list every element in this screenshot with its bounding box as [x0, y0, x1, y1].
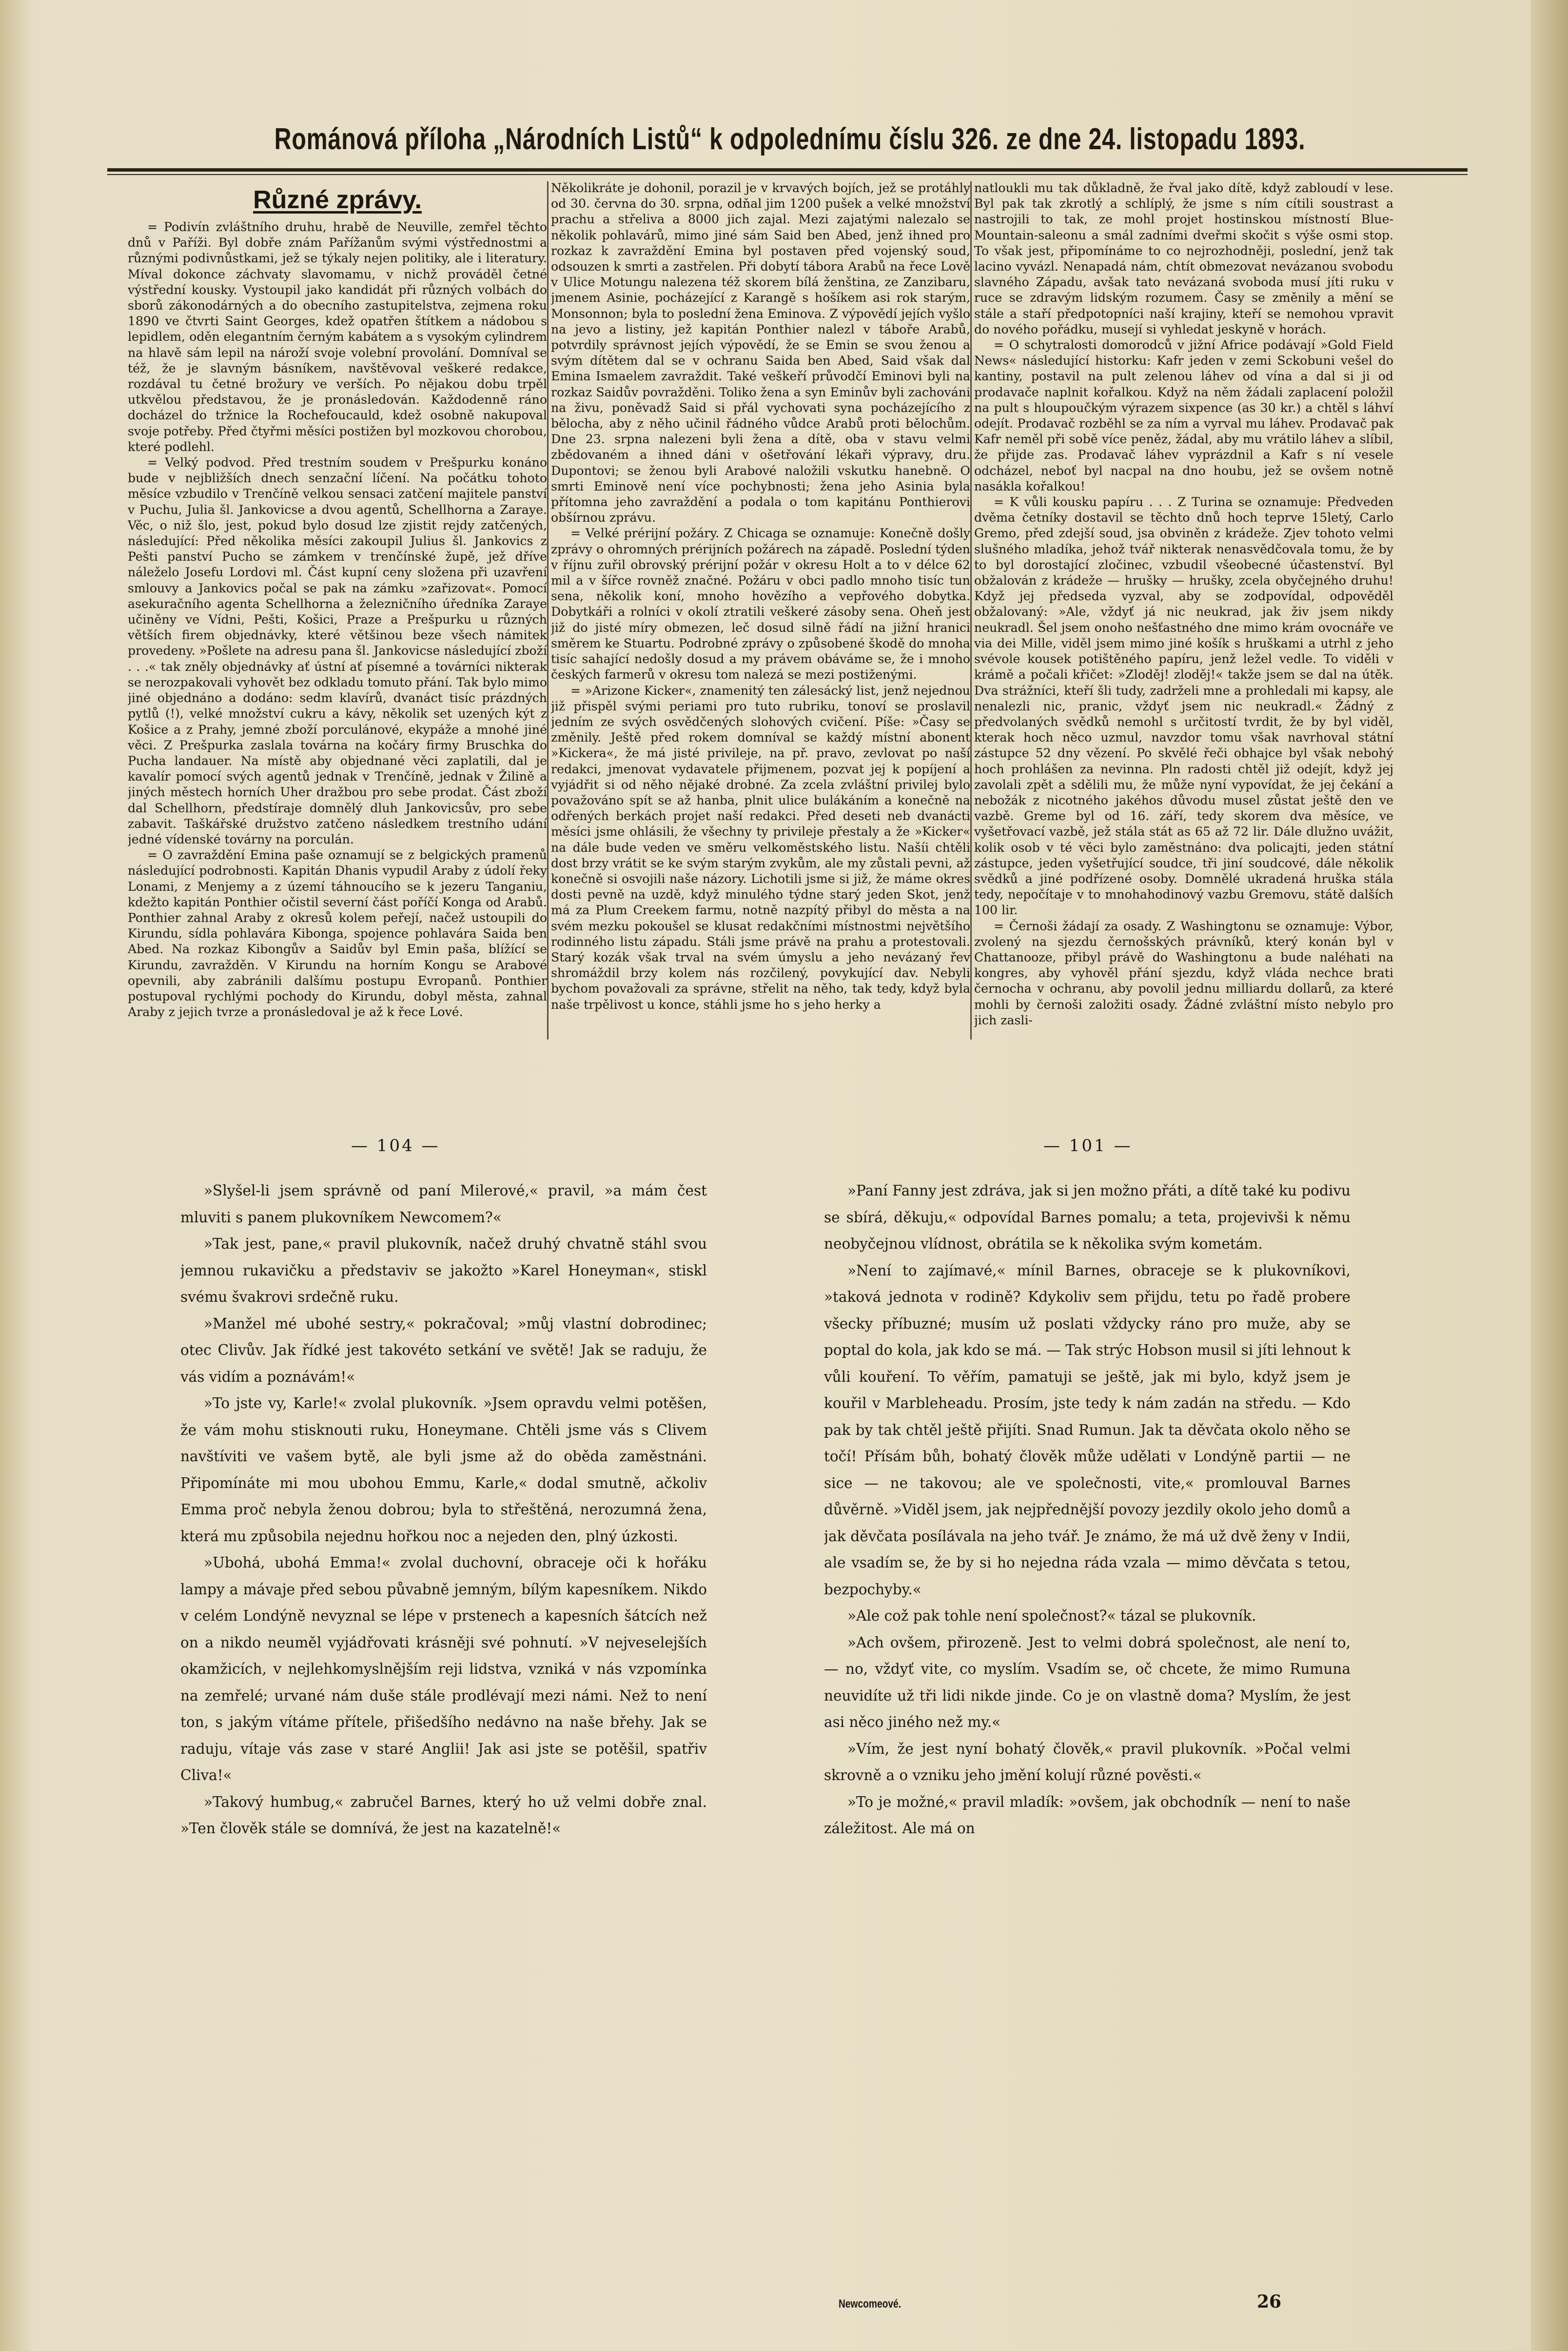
novel-paragraph: »Tak jest, pane,« pravil plukovník, načež druhý chvatně stáhl svou jemnou rukavičku a představiv se jakožto »Karel Honeyman«, stiskl svému švakrovi srdečně ruku. — [180, 1235, 707, 1305]
novel-page-right — [824, 1177, 1351, 2299]
header-rule-thick — [107, 168, 1468, 172]
column-divider — [970, 181, 972, 1039]
newspaper-header: Románová příloha „Národních Listů“ k odpolednímu číslu 326. ze dne 24. listopadu 1893. — [274, 122, 1306, 156]
news-item: Několikráte je dohonil, porazil je v krvavých bojích, jež se protáhly od 30. června do 30. srpna, odňal jim 1200 pušek a velké množství prachu a střeliva a 8000 jich zajal. Mezi zajatými nalezalo se několik pohlavárů, mimo jiné sám Said ben Abed, jenž ihned pro rozkaz k zavraždění Emina byl postaven před vojenský soud, odsouzen k smrti a zastřelen. Při dobytí tábora Arabů na řece Lově v Ulice Motungu nalezena též skorem bílá ženština, ze Zanzibaru, jmenem Asinie, pocházející z Karangě s hošíkem asi rok starým, Monsonnon; byla to poslední žena Eminova. Z výpovědí jejích vyšlo na jevo a listiny, jež kapitán Ponthier nalezl v táboře Arabů, potvrdily správnost jejích výpovědí, že se Emin se svou ženou a svým dítětem dal se v ochranu Saida ben Abed, Said však dal Emina Ismaelem zavraždit. Také veškeří průvodčí Eminovi byli na rozkaz Saidův povražděni. Toliko žena a syn Eminův byli zachováni na živu, poněvadž Said si přál vychovati syna pocházejícího z bělocha, aby z něho učinil řádného vůdce Arabů proti bělochům. Dne 23. srpna nalezeni byli žena a dítě, oba v stavu velmi zbědovaném a ihned dáni v ošetřování lékaři výpravy, dru. Dupontovi; se ženou byli Arabové naložili vskutku hanebně. O smrti Eminově není více pochybnosti; žena jeho Asinia byla přítomna jeho zavraždění a podala o tom kapitánu Ponthierovi obšírnou zprávu. — [551, 181, 970, 525]
news-column-3 — [974, 180, 1393, 1048]
novel-paragraph: »Ubohá, ubohá Emma!« zvolal duchovní, obraceje oči k hořáku lampy a mávaje před sebou půvabně jemným, bílým kapesníkem. Nikdo v celém Londýně nevyznal se lépe v prstenech a kapesních šátcích než on a nikdo neuměl vyjádřovati krásněji své pohnutí. »V nejveselejších okamžicích, v nejlehkomyslnějším reji lidstva, vzniká v nás vzpomínka na zemřelé; urvané nám duše stále prodlévají mezi námi. Než to není ton, s jakým vítáme přítele, přišedšího nedávno na naše břehy. Jak se raduju, vítaje vás zase v staré Anglii! Jak asi jste se potěšil, spatřiv Cliva!« — [180, 1554, 707, 1783]
news-item: = Podivín zvláštního druhu, hrabě de Neuville, zemřel těchto dnů v Paříži. Byl dobře znám Pařížanům svými výstřednostmi a různými podivnůstkami, jež se týkaly nejen politiky, ale i literatury. Míval dokonce záchvaty slavomamu, v nichž prováděl četné výstřední kousky. Vystoupil jako kandidát při různých volbách do sborů zákonodárných a do obecního zastupitelstva, zejmena roku 1890 ve čtvrti Saint Georges, kdež opatřen štítkem a nádobou s lepidlem, oděn elegantním černým kabátem a s vysokým cylindrem na hlavě sám lepil na nároží svoje volební provolání. Domníval se též, že je slavným básníkem, navštěvoval veškeré redakce, rozdával tu četné brožury ve verších. Po nějakou dobu trpěl utkvělou představou, že je pronásledován. Každodenně ráno docházel do tržnice la Rochefoucauld, kdež osobně nakupoval svoje potřeby. Před čtyřmi měsíci postižen byl mozkovou chorobou, které podlehl. — [128, 220, 547, 454]
news-column-2 — [551, 180, 970, 1048]
novel-paragraph: »Vím, že jest nyní bohatý člověk,« pravil plukovník. »Počal velmi skrovně a o vzniku jeho jmění kolují různé pověsti.« — [824, 1740, 1351, 1783]
novel-paragraph: »Slyšel-li jsem správně od paní Milerové,« pravil, »a mám čest mluviti s panem plukovníkem Newcomem?« — [180, 1182, 707, 1226]
news-item: = Černoši žádají za osady. Z Washingtonu se oznamuje: Výbor, zvolený na sjezdu černošských právníků, který konán byl v Chattanooze, přibyl právě do Washingtonu a bude naléhati na kongres, aby vyhověl přání sjezdu, když vláda nechce brati černocha v ochranu, aby povolil jednu milliardu dollarů, za které mohli by černoši založiti osady. Žádné zvláštní místo nebylo pro jich zasli- — [974, 919, 1393, 1027]
novel-paragraph: »Takový humbug,« zabručel Barnes, který ho už velmi dobře znal. »Ten člověk stále se domnívá, že jest na kazatelně!« — [180, 1793, 707, 1837]
novel-paragraph: »To jste vy, Karle!« zvolal plukovník. »Jsem opravdu velmi potěšen, že vám mohu stisknouti ruku, Honeymane. Chtěli jsme vás s Clivem navštíviti ve vašem bytě, ale byli jsme až do oběda zaměstnáni. Připomínáte mi mou ubohou Emmu, Karle,« dodal smutně, ačkoliv Emma proč nebyla ženou dobrou; byla to střeštěná, nerozumná žena, která mu způsobila nejednu hořkou noc a nejeden den, plný úzkosti. — [180, 1395, 707, 1545]
news-item: natloukli mu tak důkladně, že řval jako dítě, když zabloudí v lese. Byl pak tak zkrotlý a schlíplý, že jsme s ním cítili soustrast a nastrojili to tak, ze mohl projet hostinskou místností Blue-Mountain-saleonu a smál zadními dveřmi skočit s výše osmi stop. To však jest, připomínáme to co nejrozhodněji, poslední, jenž tak lacino vyvázl. Nenapadá nám, chtít obmezovat nevázanou svobodu slavného Západu, avšak tato nevázaná svoboda musí jíti ruku v ruce se zdravým lidským rozumem. Časy se změnily a mění se stále a staří předpotopníci naší krajiny, kteří se nemohou vpravit do nového pořádku, musejí si vyhledat jeskyně v horách. — [974, 181, 1393, 336]
novel-paragraph: »Není to zajímavé,« mínil Barnes, obraceje se k plukovníkovi, »taková jednota v rodině? Kdykoliv sem přijdu, tetu po řadě probere všecky příbuzné; musím už poslati vždycky ráno pro muže, aby se poptal do kola, jak kdo se má. — Tak strýc Hobson musil si jíti lehnout k vůli kouření. To věřím, pamatuji se ještě, jak mi bylo, když jsem je kouřil v Marbleheadu. Prosím, jste tedy k nám zadán na středu. — Kdo pak by tak chtěl ještě přijíti. Snad Rumun. Jak ta děvčata okolo něho se točí! Přísám bůh, bohatý člověk může udělati v Londýně partii — ne sice — ne takovou; ale ve společnosti, vite,« promlouval Barnes důvěrně. »Viděl jsem, jak nejpřednější povozy jezdily okolo jeho domů a jak děvčata posílávala na jeho tvář. Je známo, že má už dvě ženy v Indii, ale vsadím se, že by si ho nejedna ráda vzala — mimo děvčata s tetou, bezpochyby.« — [824, 1262, 1351, 1598]
footer-signature: Newcomeové. — [839, 2297, 902, 2311]
novel-page-number-right: — 101 — — [1043, 1136, 1133, 1156]
news-item: = O schytralosti domorodců v jižní Africe podávají »Gold Field News« následující historku: Kafr jeden v zemi Sckobuni vešel do kantiny, postavil na pult zelenou láhev od vína a dal si ji od prodavače naplnit kořalkou. Když na něm žádali zaplacení položil na pult s hloupoučkým výrazem sixpence (as 30 kr.) a chtěl s láhví odejít. Prodavač rozběhl se za ním a vyrval mu láhev. Prodavač pak Kafr neměl při sobě více peněz, žádal, aby mu vrátilo láhev a slíbil, že přijde zas. Prodavač láhev vyprázdnil a Kafr s ní vesele odcházel, neboť byl nacpal na dno houbu, jež se ovšem notně nasákla kořalkou! — [974, 338, 1393, 493]
novel-paragraph: »Manžel mé ubohé sestry,« pokračoval; »můj vlastní dobrodinec; otec Clivův. Jak řídké jest takovéto setkání ve světě! Jak se raduju, že vás vidím a poznávám!« — [180, 1315, 707, 1385]
news-item: = O zavraždění Emina paše oznamují se z belgických pramenů následující podrobnosti. Kapitán Dhanis vypudil Araby z údolí řeky Lonami, z Menjemy a z území táhnoucího se k jezeru Tanganiu, kdežto kapitán Ponthier očistil severní část poříčí Konga od Arabů. Ponthier zahnal Araby z okresů kolem peřejí, načež ustoupili do Kirundu, sídla pohlavára Kibonga, spojence pohlavára Saida ben Abed. Na rozkaz Kibongův a Saidův byl Emin paša, blížící se Kirundu, zavražděn. V Kirundu na horním Kongu se Arabové opevnili, aby zabránili dalšímu postupu Evropanů. Ponthier postupoval rychlými pochody do Kirundu, dobyl města, zahnal Araby z jejich tvrze a pronásledoval je až k řece Lové. — [128, 848, 547, 1019]
section-title: Různé zprávy. — [253, 186, 422, 214]
footer-sheet-number: 26 — [1257, 2292, 1282, 2312]
novel-paragraph: »Paní Fanny jest zdráva, jak si jen možno přáti, a dítě také ku podivu se sbírá, děkuju,« odpovídal Barnes pomalu; a teta, projevivši k němu neobyčejnou vlídnost, obrátila se k několika svým kometám. — [824, 1182, 1351, 1252]
novel-page-number-left: — 104 — — [351, 1136, 440, 1156]
news-column-1 — [128, 180, 547, 1048]
news-item: = K vůli kousku papíru . . . Z Turina se oznamuje: Předveden dvěma četníky dostavil se těchto dnů hoch teprve 15letý, Carlo Gremo, před zdejší soud, jsa obviněn z krádeže. Zjev tohoto velmi slušného mladíka, jehož tvář nikterak nenasvědčovala tomu, že by to byl dorostající zločinec, vzbudil všeobecné účastenství. Byl obžalován z krádeže — hrušky — hrušky, zcela obyčejného druhu! Když jej předseda vyzval, aby se zodpovídal, odpověděl obžalovaný: »Ale, vždyť já nic neukrad, jak živ jsem nikdy neukradl. Šel jsem onoho nešťastného dne mimo krám ovocnáře ve via dei Mille, viděl jsem mimo jiné košík s hruškami a utrhl z jeho svévole kousek potištěného papíru, jenž ležel vedle. To viděli v krámě a počali křičet: »Zloděj! zloděj!« takže jsem se dal na útěk. Dva strážníci, kteří šli tudy, zadrželi mne a prohledali mi kapsy, ale nenalezli nic, pranic, vždyť jsem nic neukradl.« Žádný z předvolaných svědků nemohl s určitostí tvrdit, že by byl viděl, kterak hoch něco uzmul, navzdor tomu však navrhoval státní zástupce 52 dny vězení. Po skvělé řeči obhajce byl však nebohý hoch prohlášen za nevinna. Pln radosti chtěl již odejít, když jej zavolali zpět a sdělili mu, že může nyní vypovídat, že jej čekání a nebožák z nicotného jakéhos důvodu musel zůstat ještě den ve vazbě. Greme byl od 16. září, tedy skorem dva měsíce, ve vyšetřovací vazbě, jež stála stát as 65 až 72 lir. Dále dlužno uvážit, kolik osob v té věci bylo zaměstnáno: dva policajti, jeden státní zástupce, jeden vyšetřující soudce, tři jiní soudcové, dále několik svědků a jiné podřízené osoby. Domnělé ukradená hruška stála tedy, nepočítaje v to mnohahodinový vazbu Gremovu, státě dalších 100 lir. — [974, 495, 1393, 918]
page-binding-edge — [1531, 0, 1568, 2351]
news-item: = »Arizone Kicker«, znamenitý ten zálesácký list, jenž nejednou již přispěl svými periami pro tuto rubriku, tonoví se proslavil jedním ze svých osvědčených slohových cvičení. Píše: »Časy se změnily. Ještě před rokem domníval se každý místní abonent »Kickera«, že má jisté privileje, na př. pravo, zevlovat po naší redakci, jmenovat vydavatele přijmenem, pozvat jej k popíjení a vyjádřit si od něho nějaké drobné. Za zcela zvláštní privilej bylo považováno spít se až hanba, plnit ulice bulákáním a konečně na odřených berkách projet naší redakci. Před deseti neb dvanácti měsíci jsme ohlásili, že všechny ty privileje přestaly a že »Kicker« na dále bude veden ve směru velkoměstského listu. Našíi chtěli dost brzy vrátit se ke svým starým zvykům, ale my zůstali pevni, až konečně si osvojili naše názory. Lichotili jsme si již, že máme okres dosti pevně na uzdě, když minulého týdne starý jeden Skot, jenž má za Plum Creekem farmu, notně nazpítý přibyl do města a na svém mezku pokoušel se klusat redakčními místnostmi největšího rodinného listu západu. Stáli jsme právě na prahu a protestovali. Starý kozák však trval na svém úmyslu a jeho nevázaný řev shromáždil brzy kolem nás rozčilený, povykující dav. Nebyli bychom považovali za správne, střelit na něho, tak tedy, když byla naše trpělivost u konce, stáhli jsme ho s jeho herky a — [551, 683, 970, 1012]
novel-page-left — [180, 1177, 707, 2299]
header-rule-thin — [107, 174, 1468, 175]
novel-paragraph: »Ach ovšem, přirozeně. Jest to velmi dobrá společnost, ale není to, — no, vždyť vite, co myslím. Vsadím se, oč chcete, že mimo Rumuna neuvidíte už tři lidi nikde jinde. Co je on vlastně doma? Myslím, že jest asi něco jiného než my.« — [824, 1634, 1351, 1730]
column-divider — [547, 181, 549, 1039]
news-item: = Velký podvod. Před trestním soudem v Prešpurku konáno bude v nejbližších dnech senzační líčení. Na počátku tohoto měsíce vzbudilo v Trenčíně velkou sensaci zatčení majitele panství v Puchu, Julia šl. Jankovicse a dvou agentů, Schellhorna a Zaraye. Věc, o niž šlo, jest, pokud bylo dosud lze zjistit rejdy zatčených, následující: Před několika měsíci zakoupil Julius šl. Jankovics z Pešti panství Pucho se zámkem v trenčínské župě, jež dříve náleželo Josefu Lordovi ml. Část kupní ceny složena při uzavření smlouvy a Jankovics počal se pak na zámku »zařizovat«. Pomocí asekuračního agenta Schellhorna a železničního úředníka Zaraye učiněny ve Vídni, Pešti, Košici, Praze a Prešpurku u různých větších firem objednávky, které většinou beze všech námitek provedeny. »Pošlete na adresu pana šl. Jankovicse následující zboží . . .« tak zněly objednávky ať ústní ať písemné a továrníci nikterak se nerozpakovali vyhovět bez odkladu tomuto přání. Tak bylo mimo jiné objednáno a dodáno: sedm klavírů, dvanáct tisíc prázdných pytlů (!), velké množství cukru a kávy, několik set uzených kýt z Košice a z Prahy, jemné zboží porculánové, ekypáže a mnohé jiné věci. Z Prešpurka zaslala továrna na kočáry firmy Bruschka do Pucha landauer. Na místě aby objednané věci zaplatili, dal je kavalír pomocí svých agentů jednak v Trenčíně, jednak v Žilině a jiných městech horních Uher dražbou pro sebe prodat. Část zboží dal Schellhorn, předstíraje domnělý dluh Jankovicsův, pro sebe zabavit. Taškářské družstvo zatčeno následkem trestního udání jedné vídenské továrny na porculán. — [128, 455, 547, 846]
novel-paragraph: »Ale což pak tohle není společnost?« tázal se plukovník. — [847, 1607, 1256, 1624]
novel-paragraph: »To je možné,« pravil mladík: »ovšem, jak obchodník — není to naše záležitost. Ale má on — [824, 1793, 1351, 1837]
news-item: = Velké prérijní požáry. Z Chicaga se oznamuje: Konečně došly zprávy o ohromných prérijních požárech na západě. Poslední týden v říjnu zuřil obrovský prérijní požár v okresu Holt a to v délce 62 mil a v šířce rovněž značné. Požáru v obci padlo mnoho tisíc tun sena, několik koní, mnoho hovězího a vepřového dobytka. Dobytkáři a rolníci v okolí ztratili veškeré zásoby sena. Oheň jest již do jisté míry obmezen, leč dosud silně řádí na jižní hranici směrem ke Stuartu. Podrobné zprávy o způsobené škodě do mnoha tisíc sahající nedošly dosud a my právem obáváme se, že i mnoho českých farmerů v okresu tom nalezá se mezi postiženými. — [551, 526, 970, 682]
